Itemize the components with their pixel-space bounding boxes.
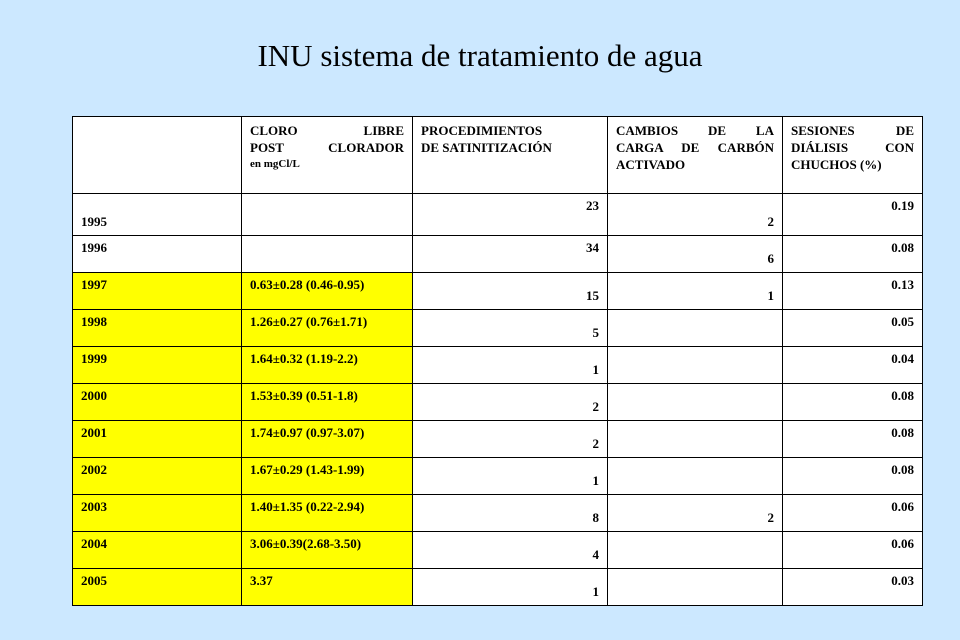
header-carbon-line1: CAMBIOS DE LA [616,123,774,138]
year-cell: 2003 [73,495,242,532]
year-cell: 1996 [73,236,242,273]
year-cell: 1999 [73,347,242,384]
table-row [73,569,923,606]
year-cell: 2002 [73,458,242,495]
procedimientos-cell: 34 [413,236,608,273]
carbon-cell: 1 [608,273,783,310]
header-carbon-line3: ACTIVADO [616,156,686,172]
cloro-cell: 0.63±0.28 (0.46-0.95) [242,273,413,310]
table-row [73,384,923,421]
sesiones-cell: 0.03 [783,569,923,606]
cloro-cell [242,236,413,273]
cloro-cell: 1.53±0.39 (0.51-1.8) [242,384,413,421]
table-row [73,347,923,384]
header-sesiones-line1: SESIONES DE [791,123,914,138]
sesiones-cell: 0.04 [783,347,923,384]
year-cell: 1998 [73,310,242,347]
header-cloro-line1: CLORO LIBRE [250,123,404,138]
data-table [72,116,923,606]
header-cloro [242,117,413,194]
sesiones-cell: 0.19 [783,194,923,236]
carbon-cell [608,421,783,458]
table-row [73,236,923,273]
cloro-cell: 1.40±1.35 (0.22-2.94) [242,495,413,532]
carbon-cell [608,569,783,606]
carbon-cell [608,347,783,384]
cloro-cell: 1.26±0.27 (0.76±1.71) [242,310,413,347]
carbon-cell: 2 [608,194,783,236]
year-cell: 1995 [73,194,242,236]
table-row [73,458,923,495]
year-cell: 2000 [73,384,242,421]
table-row [73,421,923,458]
procedimientos-cell: 23 [413,194,608,236]
procedimientos-cell: 4 [413,532,608,569]
header-carbon-line2: CARGA DE CARBÓN [616,139,774,155]
sesiones-cell: 0.06 [783,495,923,532]
table-row [73,495,923,532]
carbon-cell [608,384,783,421]
header-sesiones [783,117,923,194]
procedimientos-cell: 2 [413,384,608,421]
header-sesiones-line2: DIÁLISIS CON [791,139,914,155]
procedimientos-cell: 2 [413,421,608,458]
page-title: INU sistema de tratamiento de agua [257,38,703,73]
year-cell: 2005 [73,569,242,606]
cloro-cell: 1.64±0.32 (1.19-2.2) [242,347,413,384]
header-empty-cell [73,117,242,194]
sesiones-cell: 0.13 [783,273,923,310]
year-cell: 2001 [73,421,242,458]
carbon-cell: 6 [608,236,783,273]
header-cloro-line3: en mgCl/L [250,157,300,170]
header-cloro-line2: POST CLORADOR [250,139,404,155]
carbon-cell [608,458,783,495]
procedimientos-cell: 5 [413,310,608,347]
carbon-cell [608,310,783,347]
sesiones-cell: 0.08 [783,384,923,421]
carbon-cell [608,532,783,569]
header-sesiones-line3: CHUCHOS (%) [791,156,882,172]
sesiones-cell: 0.05 [783,310,923,347]
table-row [73,273,923,310]
header-proc-line1: PROCEDIMIENTOS [421,123,543,138]
sesiones-cell: 0.08 [783,458,923,495]
header-procedimientos [413,117,608,194]
procedimientos-cell: 1 [413,347,608,384]
year-cell: 2004 [73,532,242,569]
procedimientos-cell: 1 [413,569,608,606]
table-row [73,532,923,569]
header-proc-line2: DE SATINITIZACIÓN [421,139,552,155]
cloro-cell [242,194,413,236]
sesiones-cell: 0.06 [783,532,923,569]
year-cell: 1997 [73,273,242,310]
procedimientos-cell: 8 [413,495,608,532]
header-carbon [608,117,783,194]
table-row [73,194,923,236]
cloro-cell: 3.06±0.39(2.68-3.50) [242,532,413,569]
cloro-cell: 1.67±0.29 (1.43-1.99) [242,458,413,495]
cloro-cell: 1.74±0.97 (0.97-3.07) [242,421,413,458]
cloro-cell: 3.37 [242,569,413,606]
header-row [73,117,923,194]
sesiones-cell: 0.08 [783,421,923,458]
procedimientos-cell: 1 [413,458,608,495]
carbon-cell: 2 [608,495,783,532]
sesiones-cell: 0.08 [783,236,923,273]
procedimientos-cell: 15 [413,273,608,310]
table-row [73,310,923,347]
